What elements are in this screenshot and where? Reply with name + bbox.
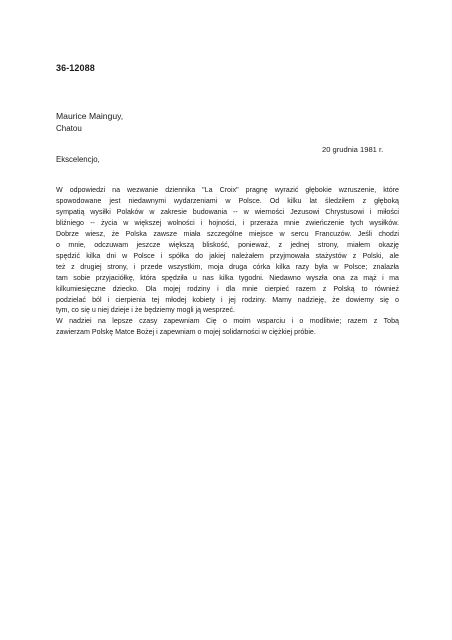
text-line: zawierzam Polskę Matce Bożej i zapewniam o mojej solidarności w ciężkiej próbie. <box>56 328 316 337</box>
text-line: spędzić kilka dni w Polsce i spółka do jakiej należałem przyjmowała stażystów z Polski, ale <box>56 251 399 260</box>
text-line: o mnie, odczuwam jeszcze większą bliskość, ponieważ, z jednej strony, miałem okazję <box>56 240 399 249</box>
text-line: tym, co się u niej dzieje i że będziemy mogli ją wesprzeć. <box>56 306 235 315</box>
letter-body <box>56 185 399 338</box>
sender-city: Chatou <box>56 124 82 133</box>
text-line: Dobrze wiesz, że Polska zawsze miała szczególne miejsce w sercu Francuzów. Jeśli chodzi <box>56 229 399 238</box>
document-reference-number: 36-12088 <box>56 63 95 73</box>
text-line: kilkumiesięczne dziecko. Dla mojej rodziny i dla mnie cierpieć razem z Polską to również <box>56 284 399 293</box>
letter-date: 20 grudnia 1981 r. <box>322 145 384 154</box>
text-line: W odpowiedzi na wezwanie dziennika "La Croix" pragnę wyrazić głębokie wzruszenie, które <box>56 186 399 194</box>
paragraph-2 <box>56 316 399 338</box>
text-line: tam sobie przyjaciółkę, która spędziła u nas kilka tygodni. Niedawno wyszła ona za mąż i ma <box>56 273 399 282</box>
text-line: bliźniego -- życia w większej wolności i hojności, i przeraża mnie zwieńczenie tych wysiłków. <box>56 218 399 227</box>
paragraph-1 <box>56 185 399 316</box>
sender-name: Maurice Mainguy, <box>56 111 124 121</box>
text-line: W nadziei na lepsze czasy zapewniam Cię o moim wsparciu i o modlitwie; razem z Tobą <box>56 317 399 326</box>
text-line: spowodowane jest niedawnymi wydarzeniami w Polsce. Od kilku lat śledziłem z głęboką <box>56 196 399 205</box>
text-line: podzielać ból i cierpienia tej młodej kobiety i jej rodziny. Mamy nadzieję, że dowiemy się o <box>56 295 399 304</box>
text-line: też z drugiej strony, i przede wszystkim, moja druga córka kilka razy była w Polsce; znalazła <box>56 262 399 271</box>
salutation: Ekscelencjo, <box>56 155 100 164</box>
text-line: sympatią wysiłki Polaków w zakresie budowania -- w wierności Jezusowi Chrystusowi i miłości <box>56 207 399 216</box>
